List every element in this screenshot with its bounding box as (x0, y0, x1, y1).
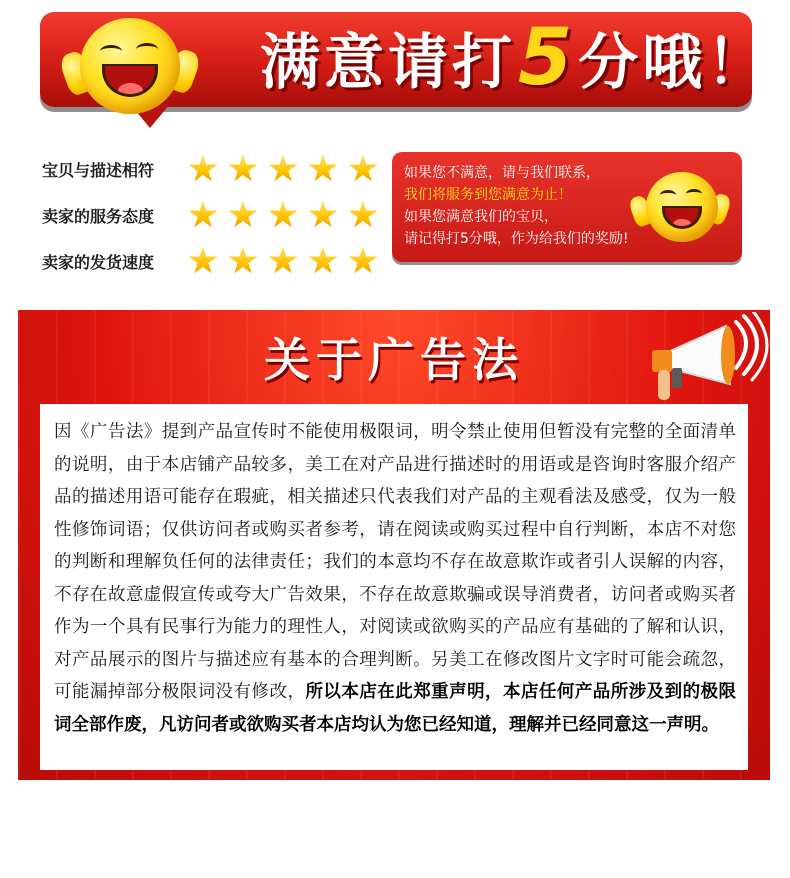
ad-law-title: 关于广告法 (264, 333, 524, 387)
laughing-smiley-icon (646, 172, 718, 242)
star-icon (348, 246, 378, 276)
notice-line: 请记得打5分哦，作为给我们的奖励! (404, 231, 629, 247)
star-icon (308, 200, 338, 230)
star-icon (228, 200, 258, 230)
ad-law-text: 因《广告法》提到产品宣传时不能使用极限词，明令禁止使用但暂没有完整的全面清单的说明，由于本店铺产品较多，美工在对产品进行描述时的用语或是咨询时客服介绍产品的描述用语可能存在瑕疵，相关描述只代表我们对产品的主观看法及感受，仅为一般性修饰词语；仅供访问者或购买者参考，请在阅读或购买过程中自行判断，本店不对您的判断和理解负任何的法律责任；我们的本意均不存在故意欺诈或者引人误解的内容，不存在故意虚假宣传或夸大广告效果，不存在故意欺骗或误导消费者，访问者或购买者作为一个具有民事行为能力的理性人，对阅读或欲购买的产品应有基础的了解和认识，对产品展示的图片与描述应有基本的合理判断。另美工在修改图片文字时可能会疏忽，可能漏掉部分极限词没有修改， (54, 422, 736, 702)
banner-title-suffix: 分哦！ (578, 28, 771, 98)
star-rating (188, 154, 378, 184)
star-icon (188, 246, 218, 276)
notice-line: 如果您不满意，请与我们联系， (404, 165, 600, 181)
star-icon (348, 200, 378, 230)
star-icon (228, 246, 258, 276)
banner-title-number: 5 (518, 13, 577, 103)
ad-law-body (40, 404, 748, 770)
star-icon (188, 200, 218, 230)
notice-line: 如果您满意我们的宝贝， (404, 209, 558, 225)
star-icon (188, 154, 218, 184)
rating-row-shipping (42, 238, 382, 284)
star-icon (268, 154, 298, 184)
star-icon (228, 154, 258, 184)
laughing-smiley-icon (80, 18, 180, 114)
rating-label: 卖家的服务态度 (42, 206, 155, 226)
star-rating (188, 246, 378, 276)
rating-row-description (42, 146, 382, 192)
banner-title (260, 13, 771, 103)
star-icon (348, 154, 378, 184)
star-icon (268, 200, 298, 230)
megaphone-icon (638, 312, 770, 408)
ad-law-statement (54, 416, 736, 741)
ad-law-panel (18, 310, 770, 780)
banner-title-text: 满意请打 (260, 28, 516, 98)
rating-label: 宝贝与描述相符 (42, 160, 155, 180)
rating-row-service (42, 192, 382, 238)
notice-line-highlight: 我们将服务到您满意为止！ (404, 187, 572, 203)
star-icon (268, 246, 298, 276)
ad-law-declaration: 所以本店在此郑重声明，本店任何产品所涉及到的极限词全部作废，凡访问者或欲购买者本店均认为您已经知道，理解并已经同意这一声明。 (54, 682, 737, 735)
star-icon (308, 154, 338, 184)
star-rating (188, 200, 378, 230)
rating-list (42, 146, 382, 284)
rating-label: 卖家的发货速度 (42, 252, 155, 272)
star-icon (308, 246, 338, 276)
notice-text (404, 162, 629, 250)
satisfaction-notice (392, 152, 742, 262)
